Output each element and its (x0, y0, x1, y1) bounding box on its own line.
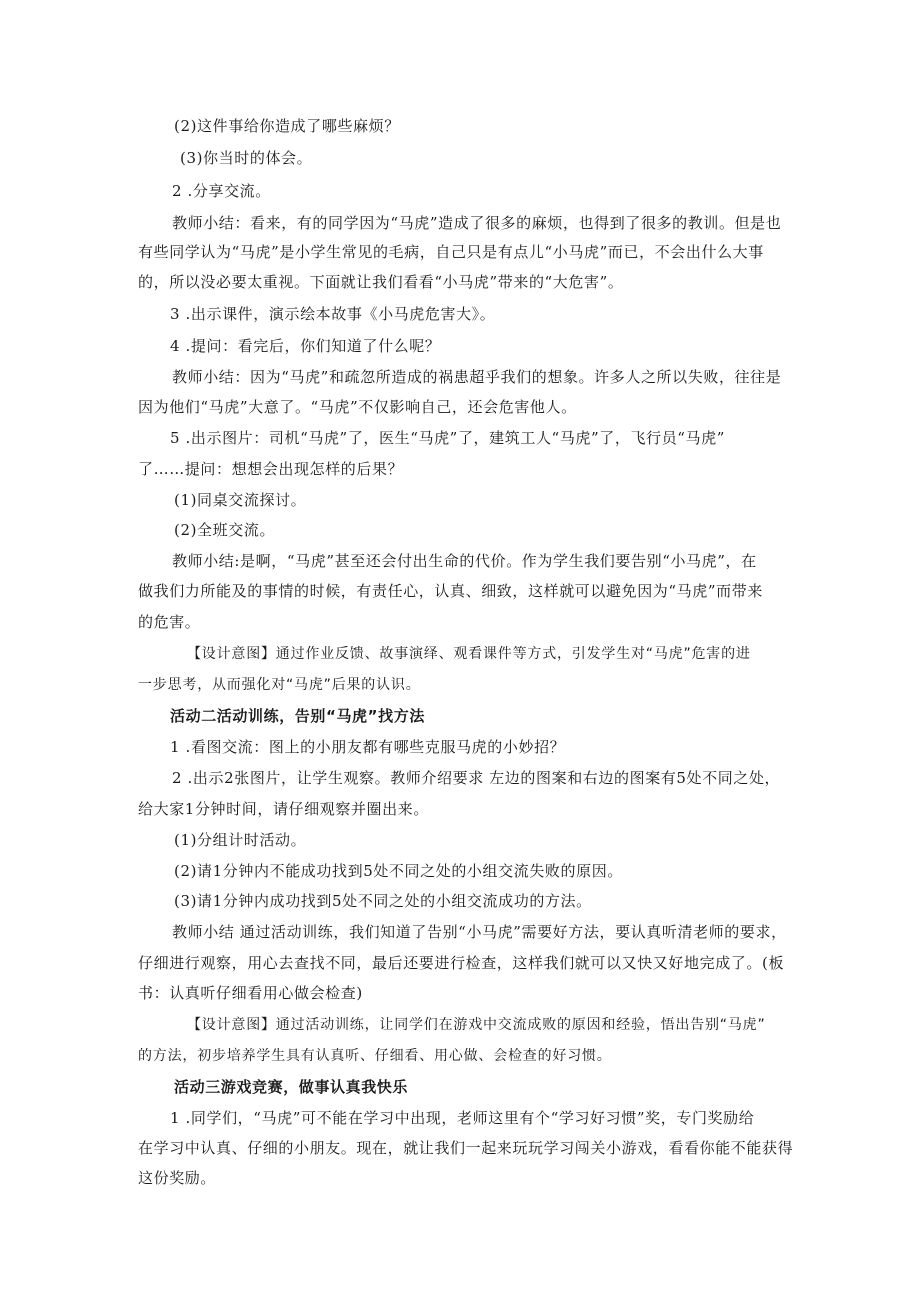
section-heading: 活动二活动训练，告别“马虎”找方法 (170, 707, 425, 725)
text-line: (2)请1分钟内不能成功找到5处不同之处的小组交流失败的原因。 (174, 862, 623, 880)
text-line: 教师小结:是啊，“马虎”甚至还会付出生命的代价。作为学生我们要告别“小马虎”，在 (172, 552, 757, 570)
text-line: 这份奖励。 (138, 1169, 217, 1187)
text-line: 3 .出示课件，演示绘本故事《小马虎危害大》。 (170, 305, 496, 323)
text-line: (1)分组计时活动。 (174, 831, 307, 849)
text-line: 的危害。 (138, 613, 201, 631)
text-line: (2)这件事给你造成了哪些麻烦？ (174, 117, 400, 135)
text-line: 教师小结 通过活动训练，我们知道了告别“小马虎”需要好方法，要认真听清老师的要求， (172, 923, 787, 941)
text-line: 书：认真听仔细看用心做会检查) (138, 984, 363, 1002)
text-line: 做我们力所能及的事情的时候，有责任心，认真、细致，这样就可以避免因为“马虎”而带来 (138, 582, 763, 600)
design-intent-line: 一步思考，从而强化对“马虎”后果的认识。 (138, 677, 421, 693)
text-line: 5 .出示图片：司机“马虎”了，医生“马虎”了，建筑工人“马虎”了，飞行员“马虎” (170, 429, 726, 447)
design-intent-line: 的方法，初步培养学生具有认真听、仔细看、用心做、会检查的好习惯。 (138, 1048, 612, 1064)
text-line: 有些同学认为“马虎”是小学生常见的毛病，自己只是有点儿“小马虎”而已，不会出什么大事 (138, 243, 764, 261)
text-line: 2 .出示2张图片，让学生观察。教师介绍要求 左边的图案和右边的图案有5处不同之处， (172, 769, 781, 787)
design-intent-line: 【设计意图】通过活动训练，让同学们在游戏中交流成败的原因和经验，悟出告别“马虎” (187, 1017, 766, 1033)
text-line: 因为他们“马虎”大意了。“马虎”不仅影响自己，还会危害他人。 (138, 398, 577, 416)
text-line: 教师小结：看来，有的同学因为“马虎”造成了很多的麻烦，也得到了很多的教训。但是也 (172, 214, 782, 232)
text-line: 4 .提问：看完后，你们知道了什么呢？ (170, 337, 441, 355)
text-line: 了……提问：想想会出现怎样的后果？ (138, 460, 404, 478)
text-line: (2)全班交流。 (174, 521, 276, 539)
text-line: (3)你当时的体会。 (180, 149, 313, 167)
section-heading: 活动三游戏竞赛，做事认真我快乐 (174, 1078, 409, 1096)
text-line: (3)请1分钟内成功找到5处不同之处的小组交流成功的方法。 (174, 892, 592, 910)
text-line: (1)同桌交流探讨。 (174, 491, 307, 509)
text-line: 1 .同学们，“马虎”可不能在学习中出现，老师这里有个“学习好习惯”奖，专门奖励给 (170, 1109, 755, 1127)
text-line: 给大家1分钟时间，请仔细观察并圈出来。 (138, 800, 429, 818)
text-line: 教师小结：因为“马虎”和疏忽所造成的祸患超乎我们的想象。许多人之所以失败，往往是 (172, 368, 782, 386)
design-intent-line: 【设计意图】通过作业反馈、故事演绎、观看课件等方式，引发学生对“马虎”危害的进 (187, 646, 751, 662)
text-line: 仔细进行观察，用心去查找不同，最后还要进行检查，这样我们就可以又快又好地完成了。(板 (138, 954, 785, 972)
text-line: 的，所以没必要太重视。下面就让我们看看“小马虎”带来的“大危害”。 (138, 273, 624, 291)
text-line: 1 .看图交流：图上的小朋友都有哪些克服马虎的小妙招？ (170, 738, 566, 756)
text-line: 2 .分享交流。 (172, 182, 271, 200)
text-line: 在学习中认真、仔细的小朋友。现在，就让我们一起来玩玩学习闯关小游戏，看看你能不能获得 (138, 1139, 794, 1157)
